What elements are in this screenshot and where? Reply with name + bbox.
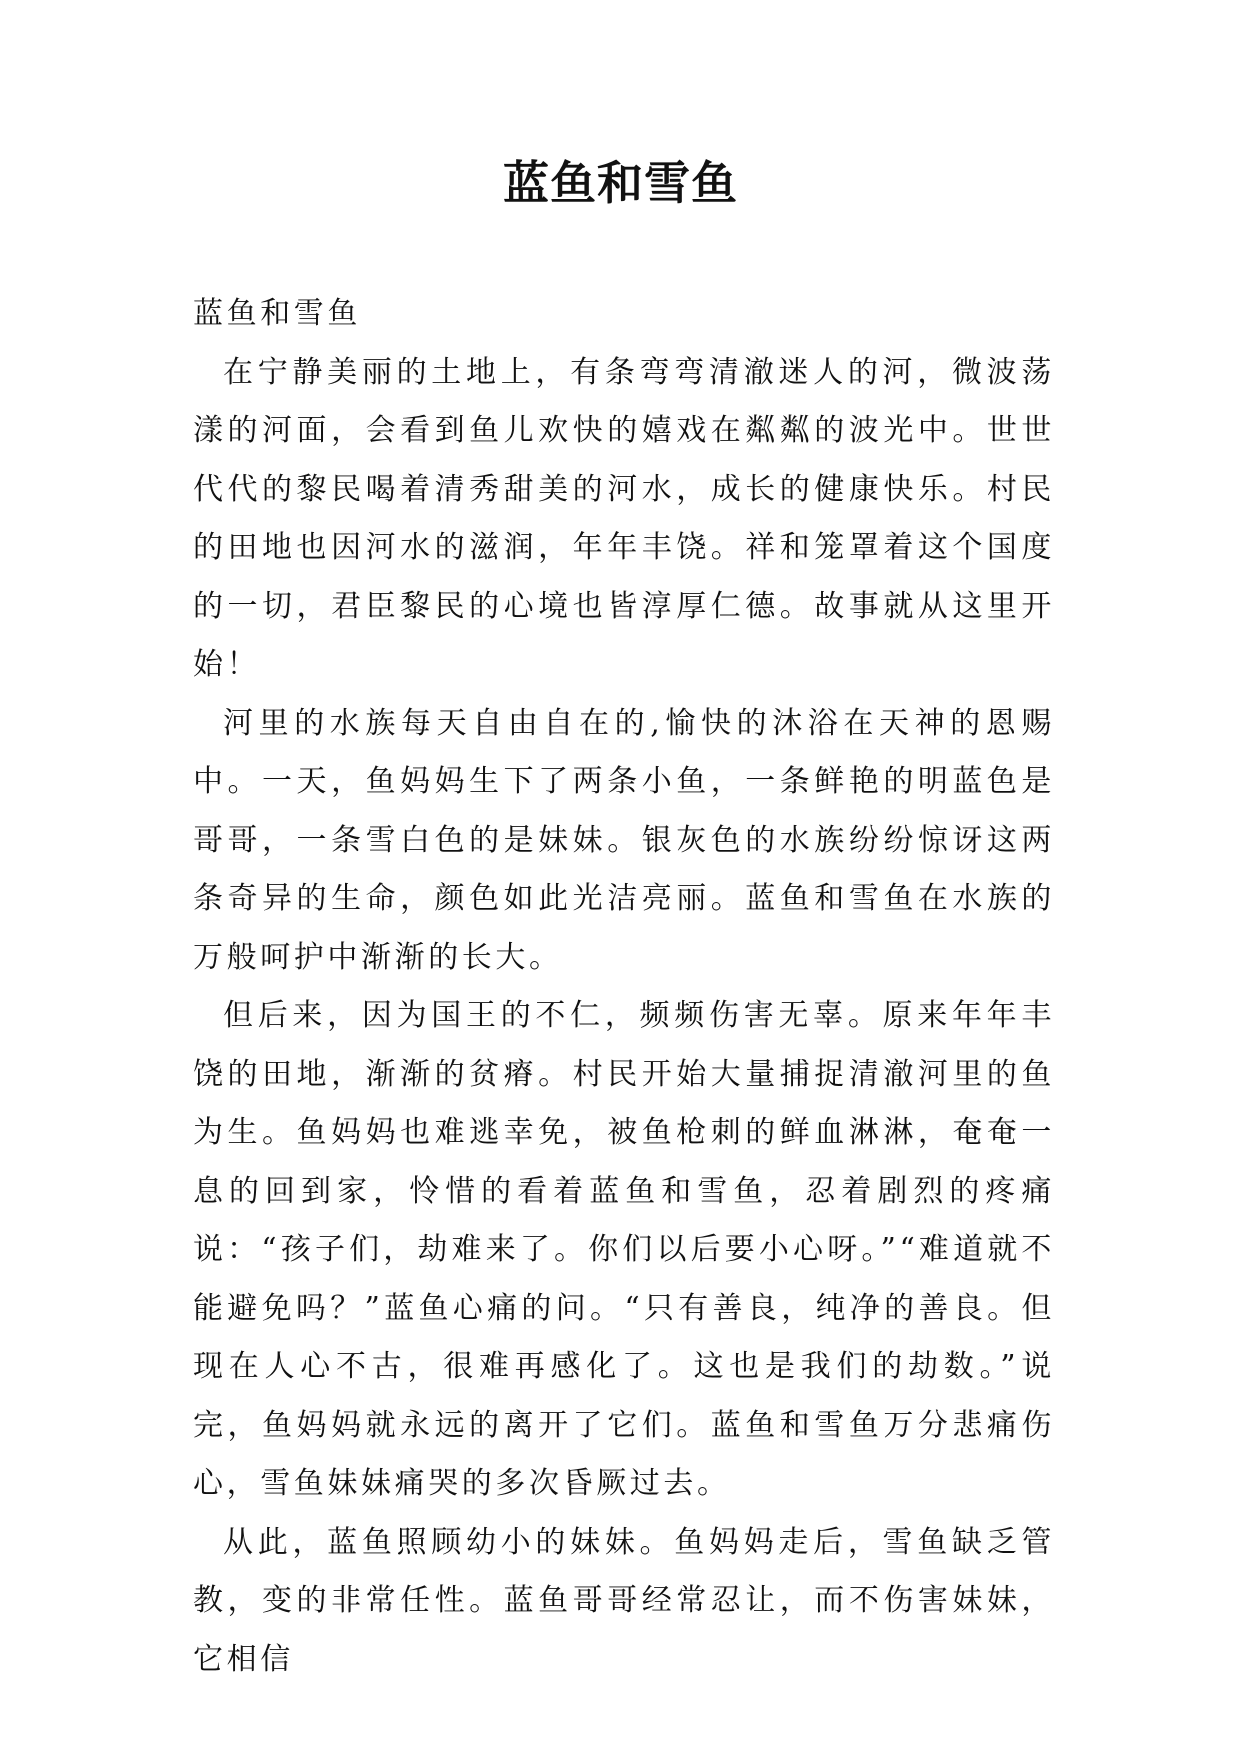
paragraph-4: 从此，蓝鱼照顾幼小的妹妹。鱼妈妈走后，雪鱼缺乏管教，变的非常任性。蓝鱼哥哥经常忍让，而不伤害妹妹，它相信 bbox=[193, 1524, 1055, 1677]
document-subtitle: 蓝鱼和雪鱼 bbox=[193, 296, 361, 331]
paragraph-3: 但后来，因为国王的不仁，频频伤害无辜。原来年年丰饶的田地，渐渐的贫瘠。村民开始大量捕捉清澈河里的鱼为生。鱼妈妈也难逃幸免，被鱼枪刺的鲜血淋淋，奄奄一息的回到家，怜惜的看着蓝鱼和雪鱼，忍着剧烈的疼痛说：“孩子们，劫难来了。你们以后要小心呀。”“难道就不能避免吗？”蓝鱼心痛的问。“只有善良，纯净的善良。但现在人心不古，很难再感化了。这也是我们的劫数。”说完，鱼妈妈就永远的离开了它们。蓝鱼和雪鱼万分悲痛伤心，雪鱼妹妹痛哭的多次昏厥过去。 bbox=[193, 998, 1055, 1501]
document-title: 蓝鱼和雪鱼 bbox=[503, 156, 738, 210]
paragraph-2: 河里的水族每天自由自在的,愉快的沐浴在天神的恩赐中。一天，鱼妈妈生下了两条小鱼，一条鲜艳的明蓝色是哥哥，一条雪白色的是妹妹。银灰色的水族纷纷惊讶这两条奇异的生命，颜色如此光洁亮丽。蓝鱼和雪鱼在水族的万般呵护中渐渐的长大。 bbox=[193, 705, 1055, 975]
paragraph-1: 在宁静美丽的土地上，有条弯弯清澈迷人的河，微波荡漾的河面，会看到鱼儿欢快的嬉戏在粼粼的波光中。世世代代的黎民喝着清秀甜美的河水，成长的健康快乐。村民的田地也因河水的滋润，年年丰饶。祥和笼罩着这个国度的一切，君臣黎民的心境也皆淳厚仁德。故事就从这里开始！ bbox=[193, 354, 1055, 682]
document-body bbox=[193, 285, 1055, 1689]
